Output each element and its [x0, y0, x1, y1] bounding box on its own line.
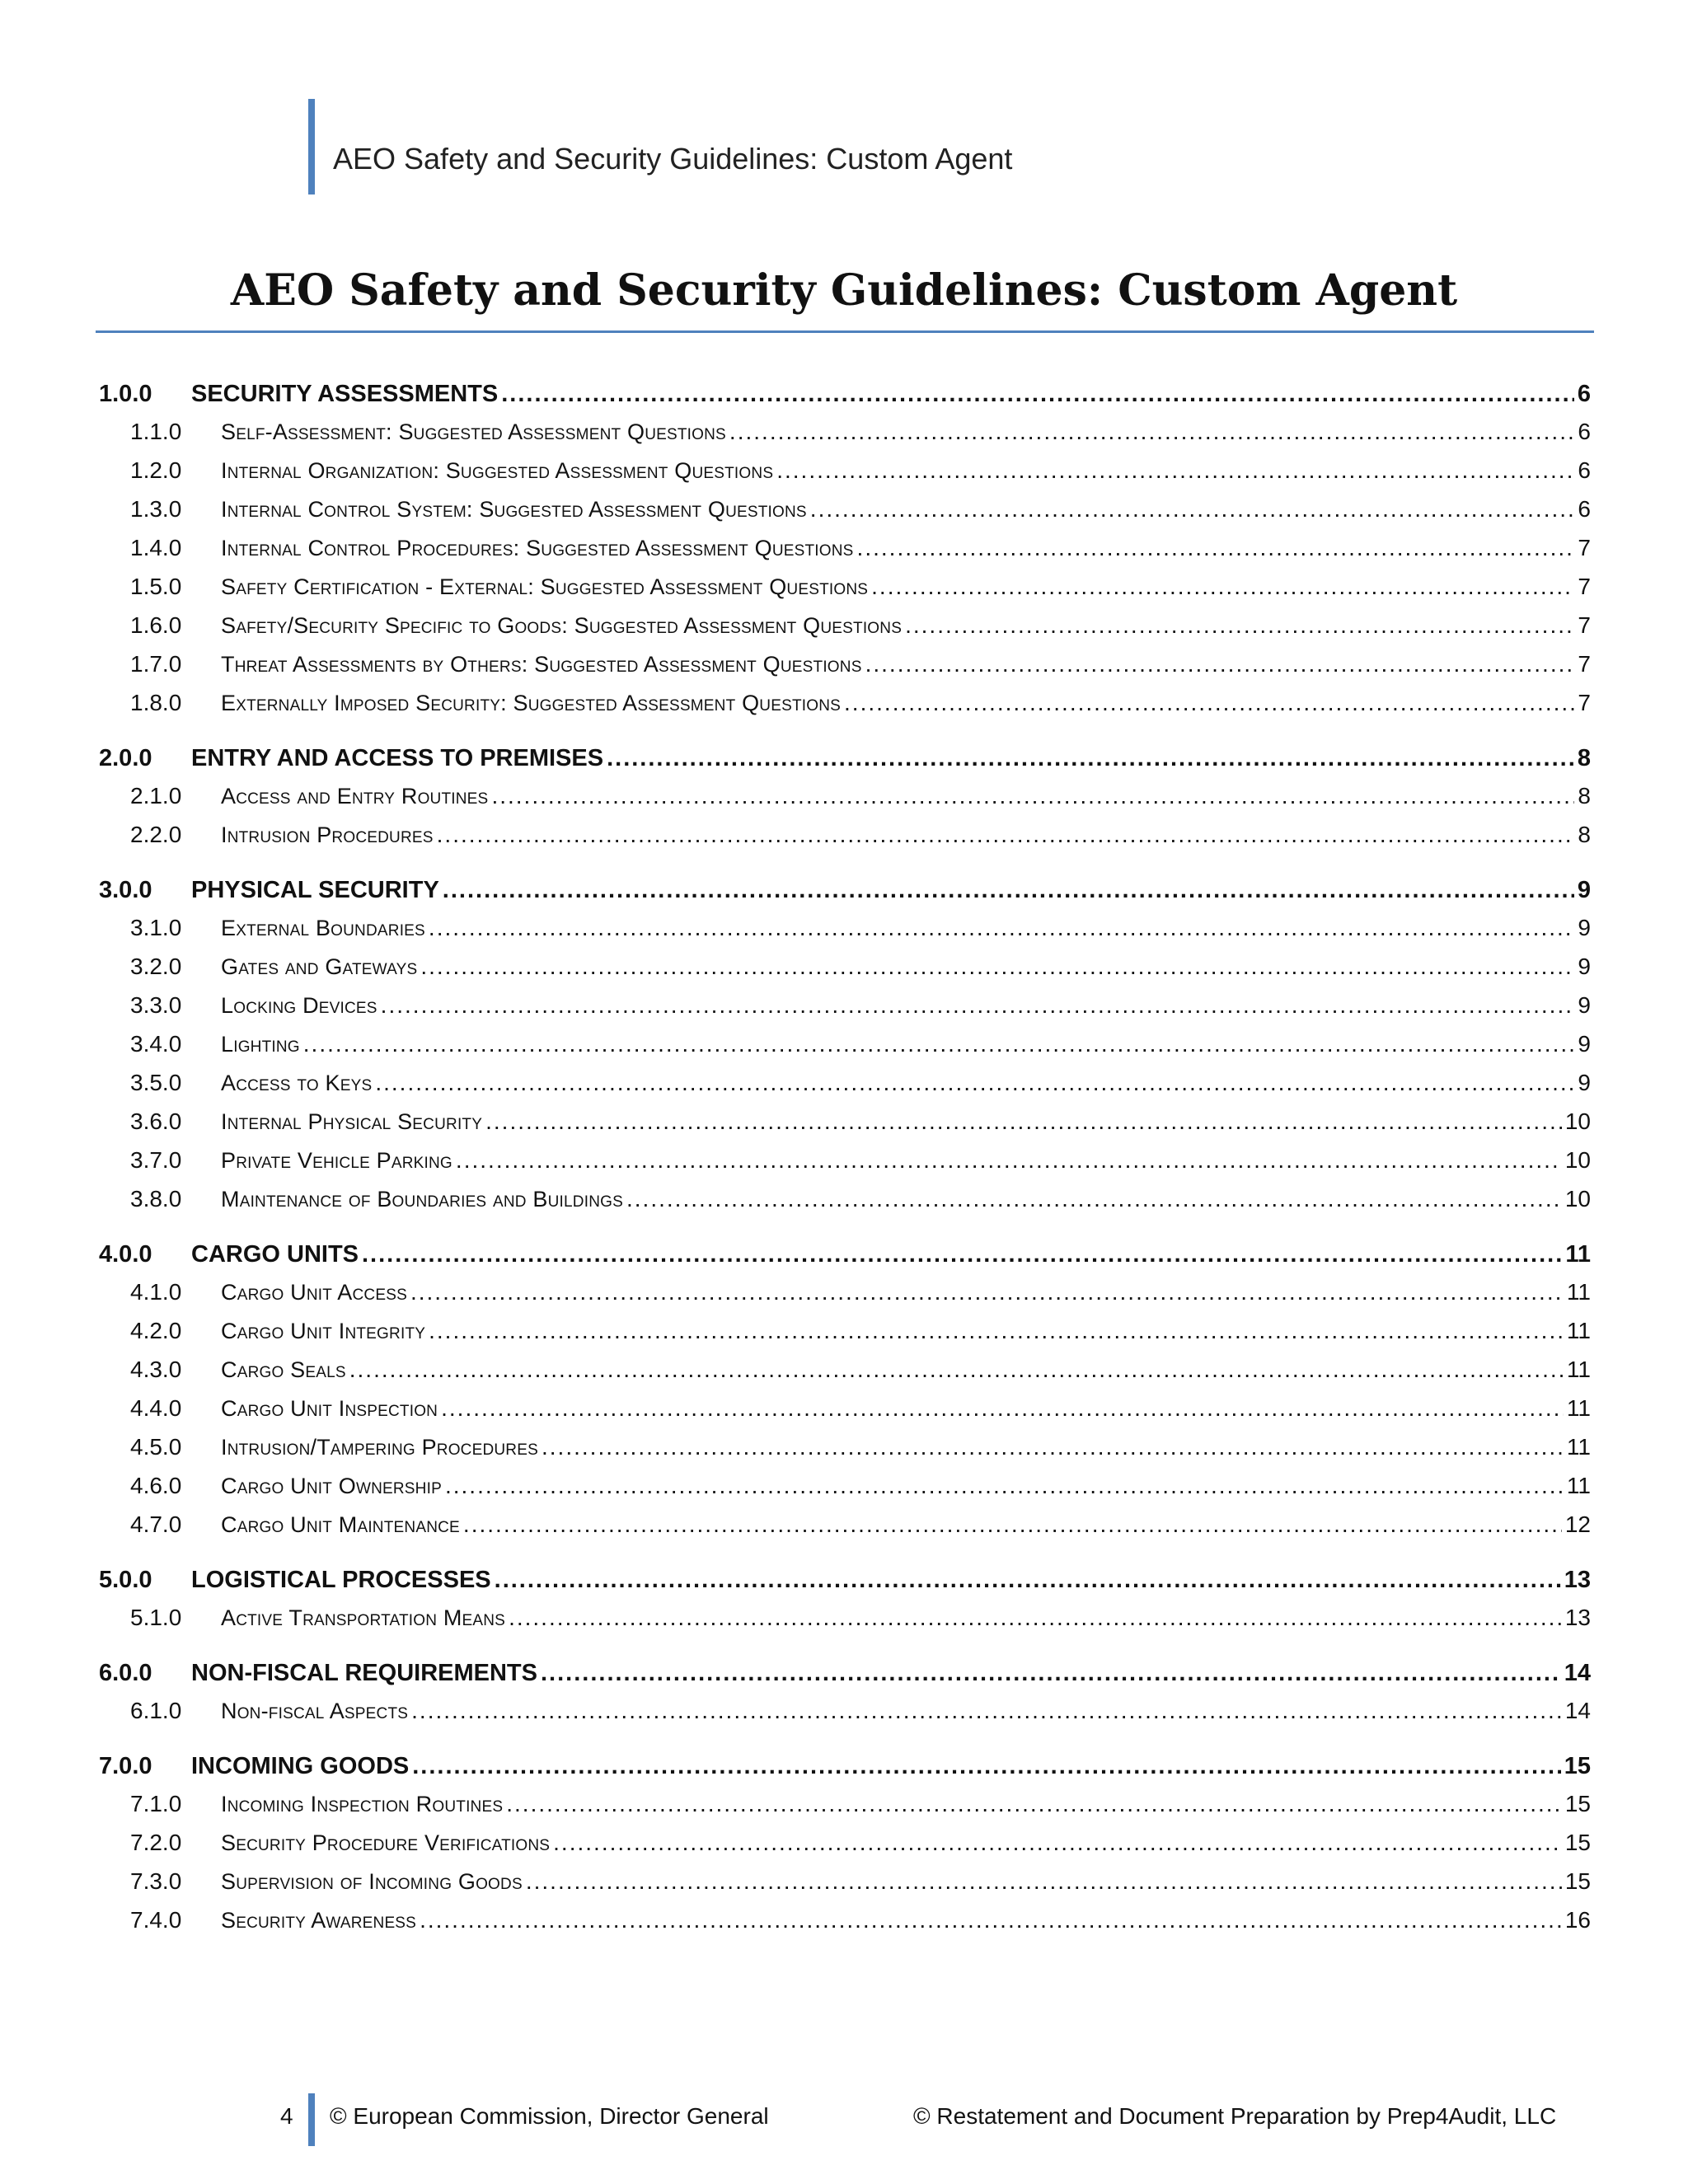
toc-entry-page: 11 — [1566, 1279, 1591, 1305]
toc-dot-leader — [542, 1434, 1564, 1460]
toc-entry-page: 9 — [1578, 1070, 1591, 1095]
toc-entry-number: 4.6.0 — [130, 1473, 182, 1498]
toc-dot-leader — [441, 1395, 1564, 1422]
toc-entry-page: 11 — [1566, 1434, 1591, 1460]
toc-entry-number: 3.1.0 — [130, 915, 182, 940]
toc-entry-title: Internal Control Procedures: Suggested Assessment Questions — [221, 536, 854, 560]
toc-entry-number: 3.5.0 — [130, 1070, 182, 1095]
header-accent-bar — [308, 99, 315, 194]
toc-entry-number: 5.1.0 — [130, 1605, 182, 1630]
footer-page-number: 4 — [280, 2103, 293, 2129]
toc-entry-title: External Boundaries — [221, 916, 425, 940]
toc-entry-number: 1.0.0 — [99, 381, 152, 407]
toc-entry-title: ENTRY AND ACCESS TO PREMISES — [191, 745, 604, 771]
toc-dot-leader — [506, 1791, 1562, 1817]
toc-dot-leader — [362, 1241, 1562, 1268]
toc-entry-title: Locking Devices — [221, 993, 377, 1018]
toc-entry-title: Intrusion/Tampering Procedures — [221, 1435, 538, 1460]
toc-entry-number: 4.3.0 — [130, 1357, 182, 1382]
toc-entry-number: 1.6.0 — [130, 612, 182, 638]
toc-entry-page: 6 — [1578, 419, 1591, 444]
toc-entry-title: Security Awareness — [221, 1908, 417, 1933]
toc-entry-title: Supervision of Incoming Goods — [221, 1869, 523, 1894]
toc-entry-number: 2.2.0 — [130, 822, 182, 847]
toc-subsection-entry[interactable] — [99, 1907, 1591, 1940]
toc-dot-leader — [729, 419, 1575, 445]
toc-entry-title: Incoming Inspection Routines — [221, 1792, 504, 1816]
toc-entry-number: 6.0.0 — [99, 1660, 152, 1686]
toc-dot-leader — [429, 1318, 1564, 1344]
toc-entry-title: PHYSICAL SECURITY — [191, 877, 439, 903]
toc-entry-page: 11 — [1566, 1357, 1591, 1382]
toc-dot-leader — [491, 783, 1574, 809]
toc-entry-page: 8 — [1578, 783, 1591, 808]
toc-entry-page: 16 — [1564, 1907, 1591, 1933]
toc-dot-leader — [871, 574, 1574, 600]
toc-entry-title: Cargo Unit Maintenance — [221, 1512, 460, 1537]
toc-entry-number: 1.8.0 — [130, 690, 182, 715]
toc-subsection-entry[interactable] — [99, 822, 1591, 855]
toc-entry-number: 1.5.0 — [130, 574, 182, 599]
toc-subsection-entry[interactable] — [99, 1605, 1591, 1638]
toc-subsection-entry[interactable] — [99, 1318, 1591, 1351]
toc-entry-number: 7.2.0 — [130, 1830, 182, 1855]
toc-entry-page: 11 — [1566, 1318, 1591, 1343]
toc-entry-number: 4.2.0 — [130, 1318, 182, 1343]
toc-subsection-entry[interactable] — [99, 1511, 1591, 1544]
toc-subsection-entry[interactable] — [99, 783, 1591, 816]
toc-entry-number: 6.1.0 — [130, 1698, 182, 1723]
toc-entry-number: 3.8.0 — [130, 1186, 182, 1212]
toc-subsection-entry[interactable] — [99, 690, 1591, 723]
toc-entry-title: Intrusion Procedures — [221, 823, 434, 847]
toc-entry-page: 9 — [1578, 1031, 1591, 1057]
toc-entry-number: 1.3.0 — [130, 496, 182, 522]
toc-dot-leader — [526, 1868, 1562, 1895]
toc-entry-page: 9 — [1578, 992, 1591, 1018]
toc-dot-leader — [429, 915, 1575, 941]
page-footer — [0, 2093, 1688, 2146]
toc-dot-leader — [485, 1108, 1562, 1135]
toc-entry-title: CARGO UNITS — [191, 1241, 359, 1268]
toc-subsection-entry[interactable] — [99, 1434, 1591, 1467]
toc-entry-title: Cargo Seals — [221, 1357, 346, 1382]
toc-entry-title: Cargo Unit Integrity — [221, 1319, 426, 1343]
toc-entry-page: 6 — [1578, 496, 1591, 522]
toc-entry-number: 4.5.0 — [130, 1434, 182, 1460]
toc-entry-number: 1.7.0 — [130, 651, 182, 677]
toc-entry-number: 1.4.0 — [130, 535, 182, 560]
toc-dot-leader — [810, 496, 1575, 523]
toc-entry-number: 3.3.0 — [130, 992, 182, 1018]
toc-dot-leader — [412, 1753, 1561, 1780]
toc-entry-number: 5.0.0 — [99, 1567, 152, 1593]
toc-dot-leader — [607, 745, 1574, 772]
toc-entry-page: 6 — [1577, 381, 1591, 407]
toc-subsection-entry[interactable] — [99, 992, 1591, 1025]
toc-entry-page: 13 — [1564, 1567, 1591, 1593]
toc-entry-page: 7 — [1578, 612, 1591, 638]
toc-dot-leader — [420, 1907, 1562, 1933]
toc-entry-page: 7 — [1578, 574, 1591, 599]
toc-dot-leader — [381, 992, 1575, 1019]
toc-entry-page: 12 — [1564, 1511, 1591, 1537]
toc-entry-title: Maintenance of Boundaries and Buildings — [221, 1187, 623, 1212]
toc-dot-leader — [857, 535, 1575, 561]
toc-dot-leader — [349, 1357, 1564, 1383]
toc-entry-page: 10 — [1564, 1147, 1591, 1173]
toc-entry-page: 13 — [1564, 1605, 1591, 1630]
toc-entry-page: 11 — [1565, 1241, 1591, 1268]
toc-entry-title: NON-FISCAL REQUIREMENTS — [191, 1660, 537, 1686]
toc-subsection-entry[interactable] — [99, 1031, 1591, 1064]
toc-entry-number: 7.0.0 — [99, 1753, 152, 1779]
toc-entry-title: Internal Organization: Suggested Assessment Questions — [221, 458, 774, 483]
toc-entry-title: Safety/Security Specific to Goods: Suggested Assessment Questions — [221, 613, 903, 638]
toc-entry-number: 1.2.0 — [130, 457, 182, 483]
toc-entry-title: Non-fiscal Aspects — [221, 1699, 409, 1723]
toc-subsection-entry[interactable] — [99, 915, 1591, 948]
toc-entry-title: Access and Entry Routines — [221, 784, 489, 808]
toc-subsection-entry[interactable] — [99, 1473, 1591, 1506]
toc-entry-number: 4.1.0 — [130, 1279, 182, 1305]
toc-dot-leader — [437, 822, 1575, 848]
toc-subsection-entry[interactable] — [99, 1357, 1591, 1390]
toc-entry-number: 7.3.0 — [130, 1868, 182, 1894]
toc-section-entry[interactable] — [99, 1241, 1591, 1274]
toc-entry-number: 4.7.0 — [130, 1511, 182, 1537]
toc-entry-page: 8 — [1578, 822, 1591, 847]
toc-section-entry[interactable] — [99, 1567, 1591, 1600]
toc-subsection-entry[interactable] — [99, 1830, 1591, 1863]
toc-dot-leader — [443, 877, 1574, 904]
toc-subsection-entry[interactable] — [99, 651, 1591, 684]
toc-entry-number: 1.1.0 — [130, 419, 182, 444]
footer-copyright-left: © European Commission, Director General — [330, 2103, 769, 2129]
toc-dot-leader — [445, 1473, 1564, 1499]
toc-subsection-entry[interactable] — [99, 457, 1591, 490]
toc-entry-page: 11 — [1566, 1395, 1591, 1421]
toc-subsection-entry[interactable] — [99, 1868, 1591, 1901]
toc-subsection-entry[interactable] — [99, 1070, 1591, 1103]
toc-entry-title: INCOMING GOODS — [191, 1753, 410, 1779]
toc-entry-page: 9 — [1578, 915, 1591, 940]
toc-subsection-entry[interactable] — [99, 1186, 1591, 1219]
toc-entry-number: 4.4.0 — [130, 1395, 182, 1421]
toc-entry-page: 10 — [1564, 1186, 1591, 1212]
footer-copyright-right: © Restatement and Document Preparation by Prep4Audit, LLC — [913, 2103, 1557, 2129]
toc-subsection-entry[interactable] — [99, 535, 1591, 568]
toc-entry-page: 9 — [1578, 954, 1591, 979]
toc-subsection-entry[interactable] — [99, 1791, 1591, 1824]
toc-dot-leader — [420, 954, 1574, 980]
header-title: AEO Safety and Security Guidelines: Custom Agent — [333, 142, 1013, 176]
toc-entry-page: 14 — [1564, 1660, 1591, 1686]
toc-section-entry[interactable] — [99, 745, 1591, 778]
toc-subsection-entry[interactable] — [99, 574, 1591, 607]
toc-entry-title: SECURITY ASSESSMENTS — [191, 381, 499, 407]
toc-dot-leader — [303, 1031, 1575, 1057]
toc-subsection-entry[interactable] — [99, 1279, 1591, 1312]
toc-dot-leader — [865, 651, 1575, 677]
toc-entry-page: 7 — [1578, 690, 1591, 715]
footer-accent-bar — [308, 2093, 315, 2146]
toc-entry-title: Self-Assessment: Suggested Assessment Questions — [221, 419, 726, 444]
toc-dot-leader — [501, 381, 1574, 408]
toc-subsection-entry[interactable] — [99, 1698, 1591, 1731]
toc-dot-leader — [410, 1279, 1564, 1305]
title-underline — [96, 330, 1594, 333]
toc-entry-title: Gates and Gateways — [221, 954, 418, 979]
toc-dot-leader — [844, 690, 1574, 716]
toc-entry-page: 11 — [1566, 1473, 1591, 1498]
toc-entry-page: 6 — [1578, 457, 1591, 483]
toc-dot-leader — [626, 1186, 1562, 1212]
toc-entry-title: Security Procedure Verifications — [221, 1830, 551, 1855]
toc-entry-page: 10 — [1564, 1108, 1591, 1134]
toc-entry-page: 15 — [1564, 1830, 1591, 1855]
toc-entry-title: Lighting — [221, 1032, 300, 1057]
toc-entry-page: 7 — [1578, 651, 1591, 677]
toc-dot-leader — [905, 612, 1574, 639]
toc-entry-title: Internal Control System: Suggested Assessment Questions — [221, 497, 807, 522]
toc-entry-number: 2.0.0 — [99, 745, 152, 771]
toc-entry-title: Active Transportation Means — [221, 1605, 506, 1630]
toc-entry-number: 3.0.0 — [99, 877, 152, 903]
toc-entry-title: Internal Physical Security — [221, 1109, 483, 1134]
toc-subsection-entry[interactable] — [99, 1147, 1591, 1180]
toc-entry-page: 7 — [1578, 535, 1591, 560]
toc-entry-number: 3.7.0 — [130, 1147, 182, 1173]
toc-dot-leader — [776, 457, 1574, 484]
toc-entry-title: Access to Keys — [221, 1071, 373, 1095]
toc-subsection-entry[interactable] — [99, 1108, 1591, 1141]
toc-entry-page: 14 — [1564, 1698, 1591, 1723]
toc-entry-number: 3.6.0 — [130, 1108, 182, 1134]
toc-entry-title: Threat Assessments by Others: Suggested Assessment Questions — [221, 652, 862, 677]
toc-dot-leader — [553, 1830, 1562, 1856]
toc-entry-title: Externally Imposed Security: Suggested Assessment Questions — [221, 691, 842, 715]
toc-dot-leader — [509, 1605, 1562, 1631]
toc-section-entry[interactable] — [99, 877, 1591, 910]
toc-dot-leader — [456, 1147, 1562, 1174]
toc-section-entry[interactable] — [99, 1753, 1591, 1786]
toc-dot-leader — [495, 1567, 1561, 1594]
toc-subsection-entry[interactable] — [99, 1395, 1591, 1428]
toc-section-entry[interactable] — [99, 381, 1591, 414]
toc-dot-leader — [375, 1070, 1574, 1096]
toc-subsection-entry[interactable] — [99, 419, 1591, 452]
toc-entry-number: 7.1.0 — [130, 1791, 182, 1816]
toc-subsection-entry[interactable] — [99, 612, 1591, 645]
toc-entry-title: Private Vehicle Parking — [221, 1148, 452, 1173]
toc-entry-title: Cargo Unit Ownership — [221, 1474, 442, 1498]
toc-entry-number: 3.2.0 — [130, 954, 182, 979]
toc-dot-leader — [463, 1511, 1562, 1538]
toc-entry-title: Safety Certification - External: Suggested Assessment Questions — [221, 574, 869, 599]
toc-entry-page: 9 — [1577, 877, 1591, 903]
toc-entry-page: 15 — [1564, 1868, 1591, 1894]
toc-entry-title: Cargo Unit Inspection — [221, 1396, 438, 1421]
toc-dot-leader — [541, 1660, 1561, 1687]
toc-entry-number: 3.4.0 — [130, 1031, 182, 1057]
toc-entry-number: 7.4.0 — [130, 1907, 182, 1933]
toc-entry-number: 2.1.0 — [130, 783, 182, 808]
toc-entry-number: 4.0.0 — [99, 1241, 152, 1268]
toc-entry-page: 15 — [1564, 1791, 1591, 1816]
page-title: AEO Safety and Security Guidelines: Custom Agent — [230, 265, 1458, 316]
toc-entry-page: 15 — [1564, 1753, 1591, 1779]
toc-section-entry[interactable] — [99, 1660, 1591, 1693]
toc-subsection-entry[interactable] — [99, 496, 1591, 529]
running-header — [308, 99, 1012, 194]
toc-subsection-entry[interactable] — [99, 954, 1591, 987]
toc-entry-title: Cargo Unit Access — [221, 1280, 407, 1305]
toc-entry-page: 8 — [1577, 745, 1591, 771]
toc-entry-title: LOGISTICAL PROCESSES — [191, 1567, 491, 1593]
toc-dot-leader — [411, 1698, 1562, 1724]
